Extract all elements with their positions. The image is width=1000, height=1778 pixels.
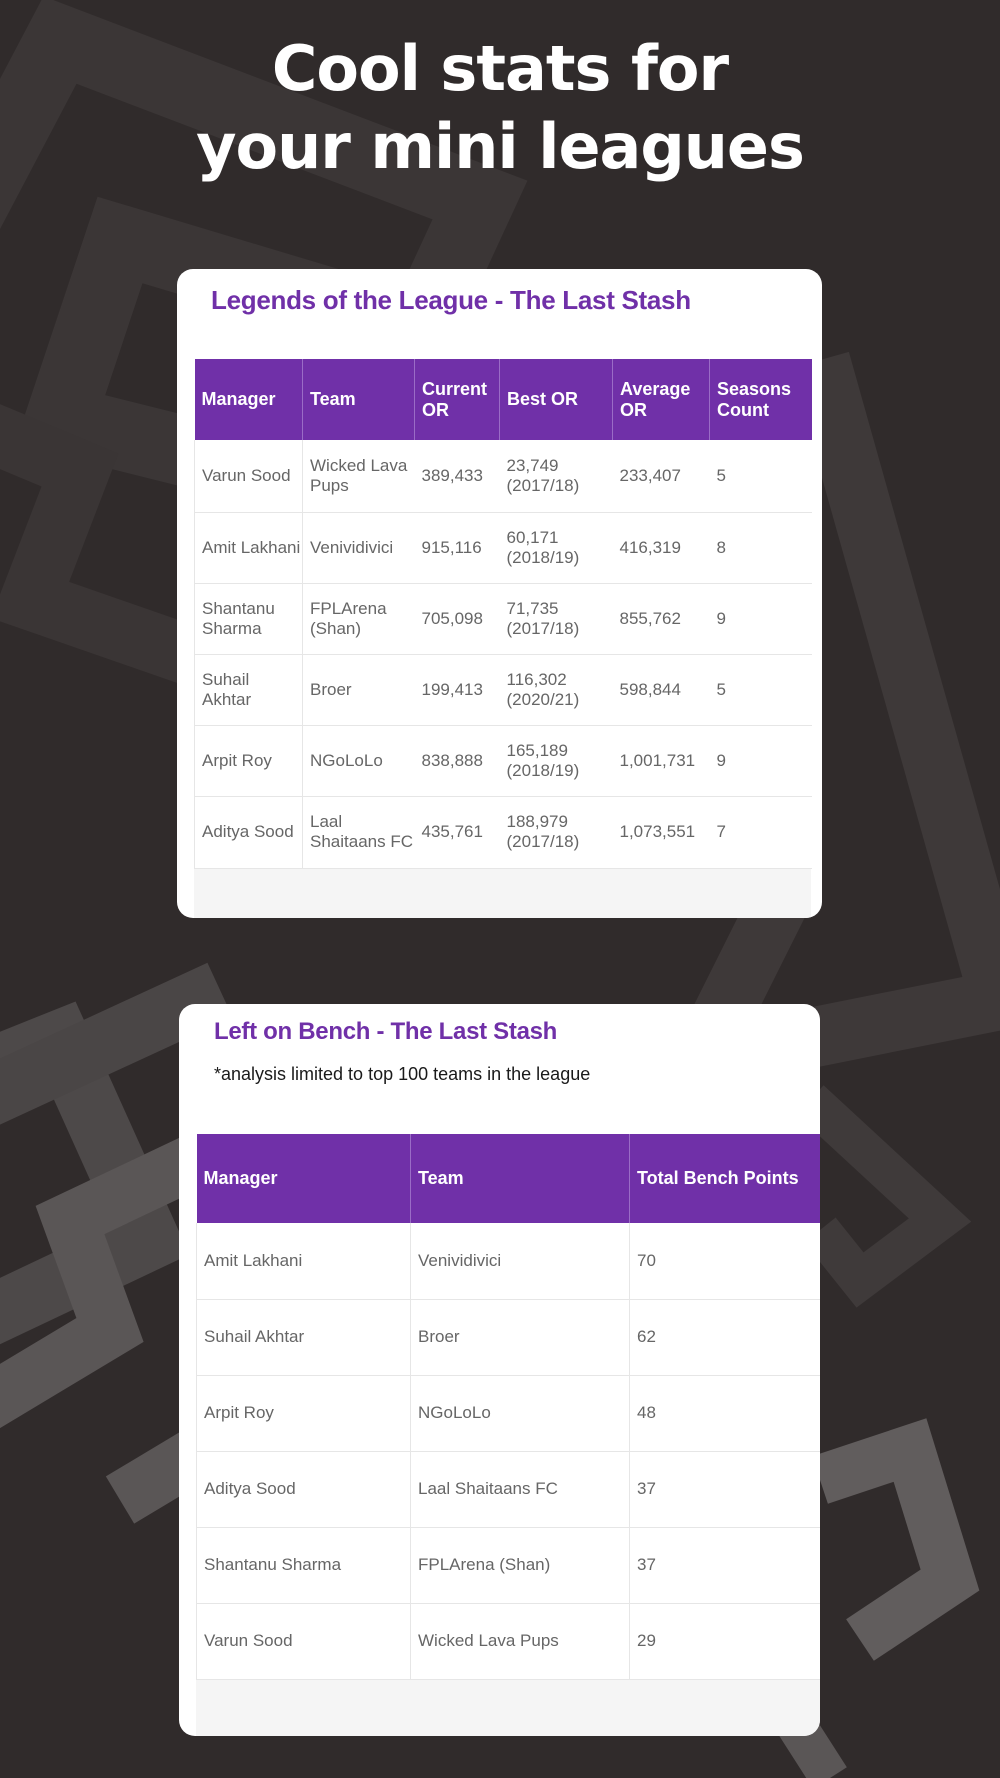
cell-team: Laal Shaitaans FC [411,1451,630,1527]
col-header-average-or[interactable]: Average OR [613,359,710,440]
col-header-manager[interactable]: Manager [197,1134,411,1223]
cell-best-or: 116,302 (2020/21) [500,654,613,725]
headline-line-2: your mini leagues [196,110,804,183]
table-row [195,583,812,654]
cell-points: 70 [630,1223,821,1299]
cell-team: NGoLoLo [303,725,415,796]
cell-seasons: 8 [710,512,812,583]
cell-average-or: 1,001,731 [613,725,710,796]
cell-current-or: 389,433 [415,440,500,512]
cell-points: 37 [630,1527,821,1603]
cell-best-or: 188,979 (2017/18) [500,796,613,868]
cell-team: Broer [411,1299,630,1375]
table-row [195,654,812,725]
table-row [195,512,812,583]
bench-card-title: Left on Bench - The Last Stash [214,1018,558,1045]
cell-manager: Varun Sood [197,1603,411,1679]
cell-team: Broer [303,654,415,725]
cell-seasons: 9 [710,583,812,654]
cell-current-or: 915,116 [415,512,500,583]
cell-team: Laal Shaitaans FC [303,796,415,868]
cell-manager: Amit Lakhani [197,1223,411,1299]
table-row [197,1223,821,1299]
cell-manager: Arpit Roy [195,725,303,796]
col-header-manager[interactable]: Manager [195,359,303,440]
legends-table [194,359,812,869]
cell-team: Venividivici [411,1223,630,1299]
cell-seasons: 5 [710,440,812,512]
table-row [195,725,812,796]
bench-card [179,1004,820,1736]
cell-seasons: 9 [710,725,812,796]
cell-best-or: 60,171 (2018/19) [500,512,613,583]
bench-table-footer [196,1680,820,1736]
cell-current-or: 199,413 [415,654,500,725]
cell-manager: Suhail Akhtar [195,654,303,725]
cell-best-or: 23,749 (2017/18) [500,440,613,512]
cell-manager: Shantanu Sharma [195,583,303,654]
cell-current-or: 838,888 [415,725,500,796]
cell-manager: Suhail Akhtar [197,1299,411,1375]
cell-points: 29 [630,1603,821,1679]
table-row [197,1299,821,1375]
legends-card-title: Legends of the League - The Last Stash [211,285,691,315]
cell-average-or: 233,407 [613,440,710,512]
headline-line-1: Cool stats for [271,32,729,105]
col-header-team[interactable]: Team [411,1134,630,1223]
col-header-current-or[interactable]: Current OR [415,359,500,440]
legends-table-footer [194,869,811,918]
table-row [197,1603,821,1679]
table-row [197,1527,821,1603]
cell-points: 62 [630,1299,821,1375]
cell-team: NGoLoLo [411,1375,630,1451]
cell-team: Venividivici [303,512,415,583]
col-header-team[interactable]: Team [303,359,415,440]
headline [0,30,1000,186]
cell-average-or: 1,073,551 [613,796,710,868]
bench-table [196,1134,820,1680]
cell-manager: Aditya Sood [197,1451,411,1527]
bench-header-row [197,1134,821,1223]
cell-current-or: 435,761 [415,796,500,868]
cell-team: Wicked Lava Pups [411,1603,630,1679]
table-row [197,1375,821,1451]
col-header-seasons-count[interactable]: Seasons Count [710,359,812,440]
cell-manager: Aditya Sood [195,796,303,868]
cell-team: FPLArena (Shan) [303,583,415,654]
table-row [197,1451,821,1527]
table-row [195,440,812,512]
cell-average-or: 598,844 [613,654,710,725]
cell-average-or: 416,319 [613,512,710,583]
cell-points: 37 [630,1451,821,1527]
cell-points: 48 [630,1375,821,1451]
cell-seasons: 5 [710,654,812,725]
cell-seasons: 7 [710,796,812,868]
legends-card [177,269,822,918]
cell-manager: Amit Lakhani [195,512,303,583]
cell-team: Wicked Lava Pups [303,440,415,512]
legends-header-row [195,359,812,440]
col-header-total-bench-points[interactable]: Total Bench Points [630,1134,821,1223]
table-row [195,796,812,868]
cell-best-or: 71,735 (2017/18) [500,583,613,654]
cell-average-or: 855,762 [613,583,710,654]
bench-card-note: *analysis limited to top 100 teams in the league [214,1064,591,1084]
cell-manager: Arpit Roy [197,1375,411,1451]
cell-best-or: 165,189 (2018/19) [500,725,613,796]
cell-manager: Shantanu Sharma [197,1527,411,1603]
cell-manager: Varun Sood [195,440,303,512]
col-header-best-or[interactable]: Best OR [500,359,613,440]
cell-team: FPLArena (Shan) [411,1527,630,1603]
cell-current-or: 705,098 [415,583,500,654]
